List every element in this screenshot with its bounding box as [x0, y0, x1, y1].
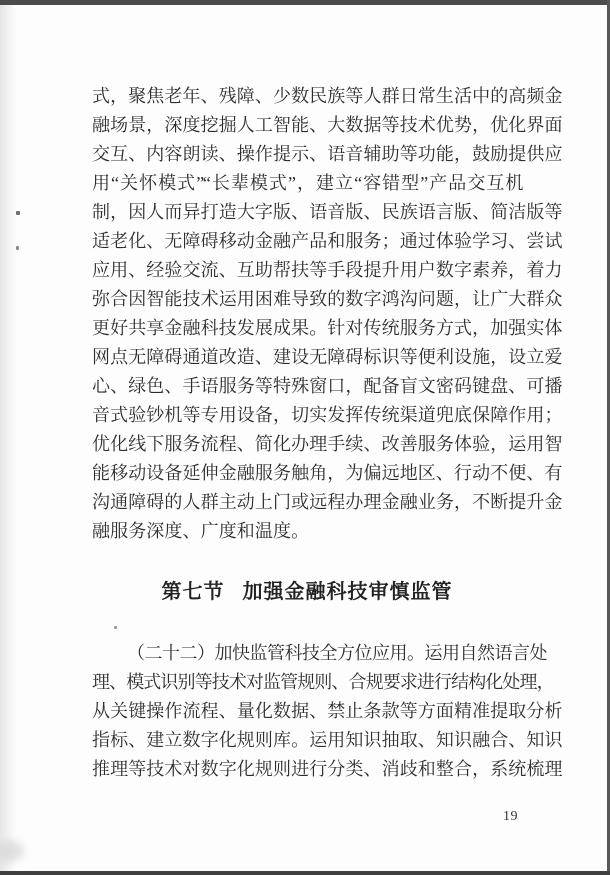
text-line: 沟通障碍的人群主动上门或远程办理金融业务，不断提升金: [92, 492, 563, 512]
text-line: 应用、经验交流、互助帮扶等手段提升用户数字素养，着力: [92, 260, 563, 280]
scan-speck: [16, 246, 19, 250]
page-content: [92, 82, 563, 784]
text-line: 交互、内容朗读、操作提示、语音辅助等功能，鼓励提供应: [92, 144, 563, 164]
section-heading-number: 第七节: [161, 581, 225, 603]
text-line: 理、模式识别等技术对监管规则、合规要求进行结构化处理，: [92, 672, 554, 692]
text-line: 用“关怀模式”“长辈模式”，建立“容错型”产品交互机: [92, 173, 522, 193]
text-line: 指标、建立数字化规则库。运用知识抽取、知识融合、知识: [92, 730, 563, 750]
text-line: 融场景，深度挖掘人工智能、大数据等技术优势，优化界面: [92, 115, 563, 135]
text-line: （二十二）加快监管科技全方位应用。运用自然语言处: [127, 643, 547, 663]
scan-edge-bottom: [0, 871, 610, 875]
text-line: 优化线下服务流程、简化办理手续、改善服务体验，运用智: [92, 434, 563, 454]
text-line: 网点无障碍通道改造、建设无障碍标识等便利设施，设立爱: [92, 347, 563, 367]
text-line: 融服务深度、广度和温度。: [92, 521, 310, 541]
text-line: 心、绿色、手语服务等特殊窗口，配备盲文密码键盘、可播: [92, 376, 563, 396]
text-line: 推理等技术对数字化规则进行分类、消歧和整合，系统梳理: [92, 759, 563, 779]
page-number: 19: [503, 809, 518, 824]
text-line: 制，因人而异打造大字版、语音版、民族语言版、简洁版等: [92, 202, 563, 222]
text-line: 音式验钞机等专用设备，切实发挥传统渠道兜底保障作用；: [92, 405, 563, 425]
section-heading-title: 加强金融科技审慎监管: [242, 581, 453, 603]
text-line: 弥合因智能技术运用困难导致的数字鸿沟问题，让广大群众: [92, 289, 563, 309]
section-heading: [92, 577, 522, 607]
text-line: 更好共享金融科技发展成果。针对传统服务方式，加强实体: [92, 318, 563, 338]
scan-shadow-left: [0, 5, 16, 871]
text-line: 能移动设备延伸金融服务触角，为偏远地区、行动不便、有: [92, 463, 563, 483]
paragraph-item-22: [92, 639, 563, 784]
scan-edge-top: [0, 0, 610, 5]
text-line: 从关键操作流程、量化数据、禁止条款等方面精准提取分析: [92, 701, 563, 721]
paragraph-body-text: [92, 82, 563, 546]
text-line: 式，聚焦老年、残障、少数民族等人群日常生活中的高频金: [92, 86, 563, 106]
text-line: 适老化、无障碍移动金融产品和服务；通过体验学习、尝试: [92, 231, 563, 251]
scan-speck: [16, 211, 20, 215]
scan-smudge: [0, 840, 24, 862]
